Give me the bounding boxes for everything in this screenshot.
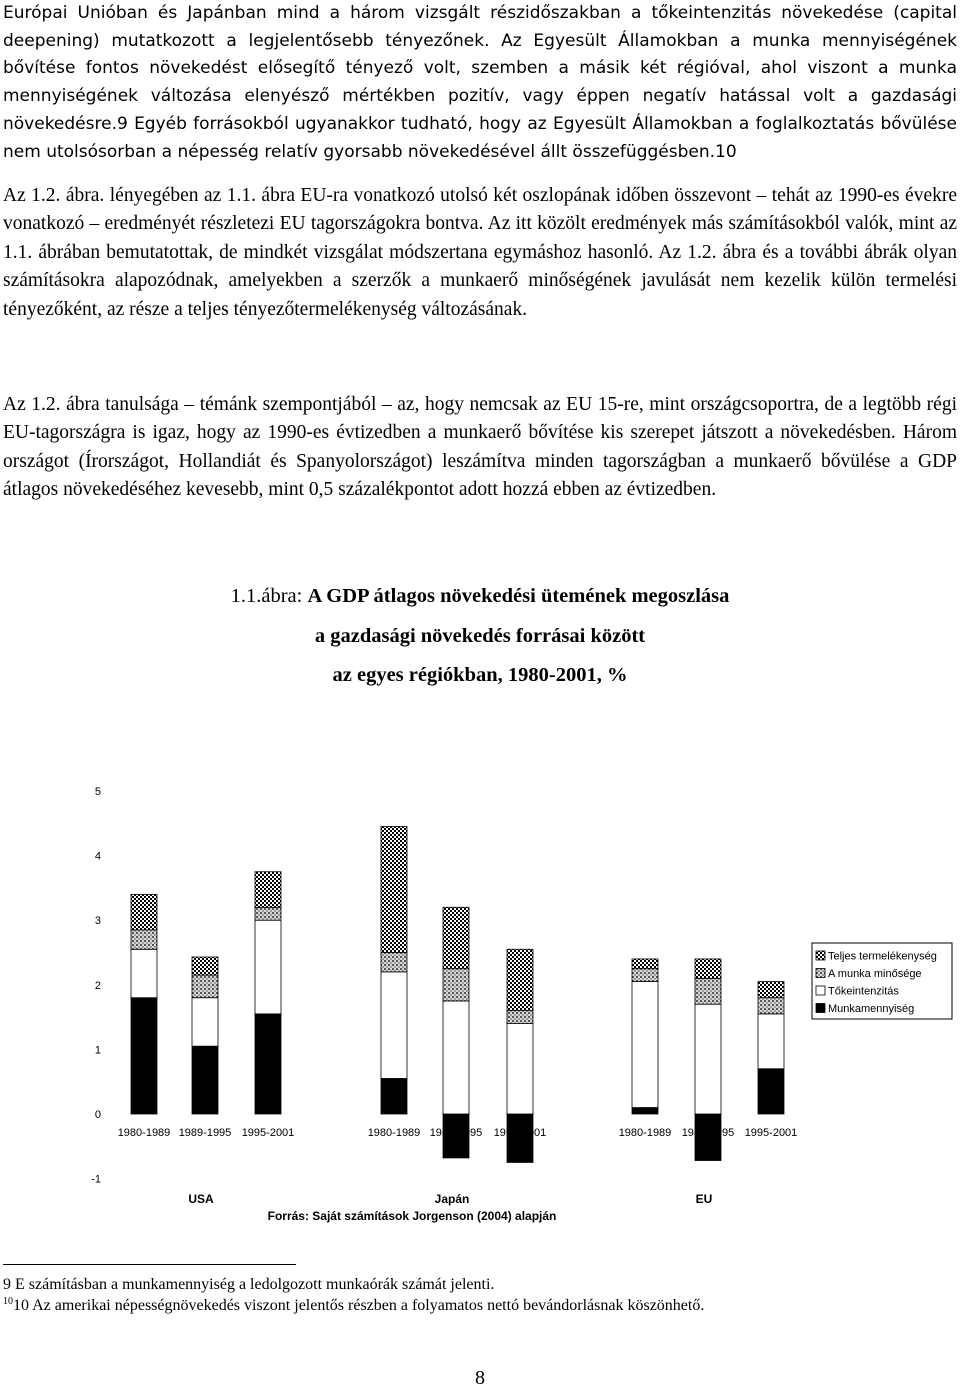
legend-swatch	[816, 1004, 825, 1013]
bar-segment	[131, 894, 157, 930]
bar-segment	[255, 920, 281, 1014]
bar-segment	[758, 1014, 784, 1069]
region-label: EU	[695, 1192, 713, 1206]
x-category-label: 1995-2001	[241, 1127, 295, 1139]
footnote-10	[3, 1296, 704, 1315]
bar-segment	[632, 982, 658, 1108]
bar-segment	[381, 1078, 407, 1114]
x-category-label: 1989-1995	[429, 1127, 483, 1139]
bar-segment	[632, 959, 658, 969]
x-category-label: 1989-1995	[178, 1127, 232, 1139]
x-category-label: 1995-2001	[493, 1127, 547, 1139]
bar-segment	[695, 978, 721, 1004]
x-axis-category-labels	[118, 1127, 798, 1139]
y-tick-label: 5	[94, 786, 101, 798]
region-group-labels	[188, 1192, 712, 1206]
bar-segment	[381, 972, 407, 1079]
bar-segment	[695, 1004, 721, 1114]
x-category-label: 1980-1989	[618, 1127, 672, 1139]
figure-caption-prefix: 1.1.ábra:	[230, 585, 308, 607]
bars-layer	[131, 827, 784, 1163]
footnote-separator	[3, 1264, 296, 1265]
x-category-label: 1980-1989	[367, 1127, 421, 1139]
figure-title-line-2: a gazdasági növekedés forrásai között	[314, 625, 646, 647]
bar-segment	[381, 827, 407, 953]
bar-segment	[192, 975, 218, 998]
bar-segment	[255, 907, 281, 920]
figure-caption-line-1	[0, 585, 960, 608]
chart-source-note: Forrás: Saját számítások Jorgenson (2004) alapján	[267, 1209, 557, 1223]
footnote-10-marker: 10	[3, 1296, 13, 1307]
x-category-label: 1989-1995	[681, 1127, 735, 1139]
figure-title-line-3: az egyes régiókban, 1980-2001, %	[332, 664, 628, 686]
y-axis-tick-labels	[91, 786, 101, 1186]
y-tick-label: 0	[94, 1109, 101, 1121]
bar-segment	[632, 969, 658, 982]
y-tick-label: -1	[91, 1173, 101, 1186]
region-label: Japán	[434, 1192, 470, 1206]
x-category-label: 1980-1989	[117, 1127, 171, 1139]
figure-caption-line-3	[0, 664, 960, 687]
bar-segment	[507, 1024, 533, 1114]
legend-label: A munka minősége	[828, 968, 922, 980]
footnote-10-text: 10 Az amerikai népességnövekedés viszont jelentős részben a folyamatos nettó bevándorlásnak köszönhető.	[13, 1297, 705, 1314]
legend-swatch	[816, 951, 825, 960]
body-paragraph-3: Az 1.2. ábra tanulsága – témánk szempontjából – az, hogy nemcsak az EU 15-re, mint országcsoportra, de a legtöbb régi EU-tagországra is igaz, hogy az 1990-es évtizedben a munkaerő bővítése kis szerepet játszott a növekedésben. Három országot (Írországot, Hollandiát és Spanyolországot) leszámítva minden tagországban a munkaerő bővülése a GDP átlagos növekedéséhez kevesebb, mint 0,5 százalékpontot adott hozzá ebben az évtizedben.	[3, 394, 957, 501]
bar-segment	[131, 998, 157, 1114]
bar-segment	[632, 1108, 658, 1114]
bar-segment	[131, 949, 157, 997]
region-label: USA	[188, 1192, 214, 1206]
bar-segment	[192, 957, 218, 975]
footnote-9: 9 E számításban a munkamennyiség a ledolgozott munkaórák számát jelenti.	[3, 1276, 495, 1293]
legend-label: Munkamennyiség	[828, 1003, 915, 1015]
bar-segment	[695, 959, 721, 978]
bar-segment	[131, 930, 157, 949]
y-tick-label: 4	[94, 850, 101, 863]
figure-title-line-1: A GDP átlagos növekedési ütemének megoszlása	[307, 585, 730, 607]
legend-swatch	[816, 969, 825, 978]
bar-segment	[507, 949, 533, 1010]
figure-caption-line-2	[0, 625, 960, 648]
bar-segment	[758, 1069, 784, 1114]
y-tick-label: 1	[94, 1044, 101, 1057]
bar-segment	[443, 969, 469, 1001]
bar-segment	[758, 998, 784, 1014]
bar-segment	[443, 907, 469, 968]
bar-segment	[255, 872, 281, 908]
bar-segment	[381, 953, 407, 972]
body-paragraph-1: Európai Unióban és Japánban mind a három vizsgált részidőszakban a tőkeintenzitás növekedése (capital deepening) mutatkozott a legjelentősebb tényezőnek. Az Egyesült Államokban a munka mennyiségének bővítése fontos növekedést elősegítő tényező volt, szemben a másik két régióval, ahol viszont a munka mennyiségének változása elenyésző mértékben pozitív, vagy éppen negatív hatással volt a gazdasági növekedésre.9 Egyéb forrásokból ugyanakkor tudható, hogy az Egyesült Államokban a foglalkoztatás bővülése nem utolsósorban a népesség relatív gyorsabb növekedésével állt összefüggésben.10	[3, 3, 957, 162]
x-category-label: 1995-2001	[744, 1127, 798, 1139]
bar-segment	[443, 1001, 469, 1114]
bar-segment	[507, 1011, 533, 1024]
body-paragraph-2: Az 1.2. ábra. lényegében az 1.1. ábra EU-ra vonatkozó utolsó két oszlopának időben összevont – tehát az 1990-es évekre vonatkozó – eredményét részletezi EU tagországokra bontva. Az itt közölt eredmények más számításokból valók, mint az 1.1. ábrában bemutatottak, de mindkét vizsgálat módszertana egymáshoz hasonló. Az 1.2. ábra és a további ábrák olyan számításokra alapozódnak, amelyekben a szerzők a munkaerő minőségének javulását nem kezelik külön termelési tényezőként, az része a teljes tényezőtermelékenység változásának.	[3, 185, 957, 320]
stacked-bar-chart	[0, 740, 960, 1230]
bar-segment	[192, 1046, 218, 1114]
y-tick-label: 3	[94, 915, 101, 928]
legend-label: Teljes termelékenység	[828, 950, 937, 963]
bar-segment	[255, 1014, 281, 1114]
legend	[812, 943, 952, 1019]
bar-segment	[758, 982, 784, 998]
legend-label: Tőkeintenzitás	[828, 985, 899, 998]
legend-swatch	[816, 986, 825, 995]
y-tick-label: 2	[94, 979, 101, 992]
page-number: 8	[475, 1367, 485, 1389]
bar-segment	[192, 998, 218, 1046]
